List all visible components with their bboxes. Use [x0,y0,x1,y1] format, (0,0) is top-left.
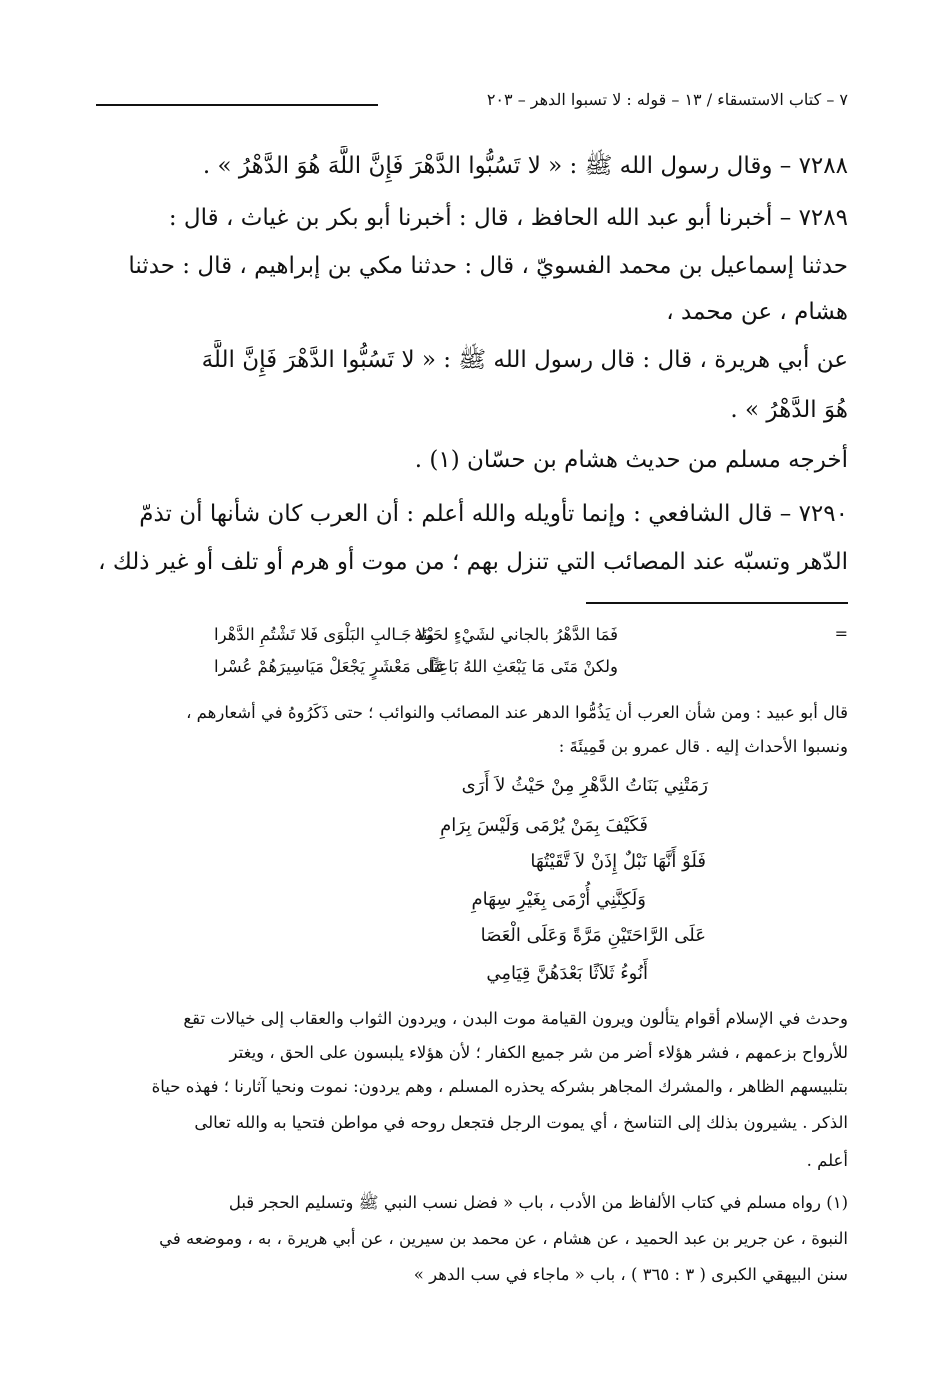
footnote-1-line-1: (١) رواه مسلم في كتاب الألفاظ من الأدب ، باب « فضل نسب النبي ﷺ وتسليم الحجر قبل [228,1193,848,1212]
running-header [96,86,848,114]
poem-line-4: وَلَكِنَّنِي أُرْمَى بِغَيْرِ سِهَامِ [471,889,646,910]
hadith-7289-line-2: حدثنا إسماعيل بن محمد الفسويّ ، قال : حدثنا مكي بن إبراهيم ، قال : حدثنا [128,253,848,279]
closing-line-2: للأرواح بزعمهم ، فشر هؤلاء أضر من شر جميع الكفار ؛ لأن هؤلاء يلبسون على الحق ، ويغتر [229,1043,848,1062]
hadith-7289-line-4: عن أبي هريرة ، قال : قال رسول الله ﷺ : « لا تَسُبُّوا الدَّهْرَ فَإِنَّ اللَّهَ [201,347,848,373]
hadith-7289-line-3: هشام ، عن محمد ، [666,299,848,325]
hadith-7288-line: ٧٢٨٨ – وقال رسول الله ﷺ : « لا تَسُبُّوا الدَّهْرَ فَإِنَّ اللَّهَ هُوَ الدَّهْرُ » . [202,153,848,179]
closing-line-4: الذكر . يشيرون بذلك إلى التناسخ ، أي يموت الرجل فتجعل روحه في مواطن فتحيا به والله تعالى [194,1113,848,1132]
closing-line-3: بتلبيسهم الظاهر ، والمشرك المجاهر بشركه يحذره المسلم ، وهم يردون: نموت ونحيا آثارنا ؛ فهذه حياة [151,1077,848,1096]
verse-2-first-hemistich: ولكنْ مَتَى مَا يَبْعَثِ اللهُ بَاعِثًا [428,657,618,676]
closing-line-1: وحدث في الإسلام أقوام يتألون ويرون القيامة موت البدن ، ويردون الثواب والعقاب إلى خيالات تقع [183,1009,848,1028]
commentary-line-2: ونسبوا الأحداث إليه . قال عمرو بن قَمِيئَةَ : [558,737,848,756]
poem-line-1: رَمَتْنِي بَنَاتُ الدَّهْرِ مِنْ حَيْثُ لاَ أَرَى [461,775,708,796]
poem-line-5: عَلَى الرَّاحَتَيْنِ مَرَّةً وَعَلَى الْعَصَا [480,925,706,946]
closing-line-5: أعلم . [806,1151,848,1170]
verse-2-second-hemistich: عَلَى مَعْشَرٍ يَجْعَلْ مَيَاسِيرَهُمْ عُسْرا [214,657,446,676]
hadith-7289-line-1: ٧٢٨٩ – أخبرنا أبو عبد الله الحافظ ، قال : أخبرنا أبو بكر بن غياث ، قال : [168,205,848,231]
footnote-1-line-2: النبوة ، عن جرير بن عبد الحميد ، عن هشام ، عن محمد بن سيرين ، عن أبي هريرة ، به ، وموضعه في [159,1229,848,1248]
footnote-separator [586,602,848,604]
poem-line-2: فَكَيْفَ بِمَنْ يُرْمَى وَلَيْسَ بِرَامِ [440,815,648,836]
continuation-mark: = [834,624,848,643]
verse-1-second-hemistich: ولا جَـالبِ البَلْوَى فَلا تَشْتُمِ الدَّهْرا [214,625,435,644]
poem-line-3: فَلَوْ أَنَّهَا نَبْلٌ إِذَنْ لاَ تَّقَيْتُهَا [530,851,706,872]
header-rule [96,104,378,106]
commentary-line-1: قال أبو عبيد : ومن شأن العرب أن يَذُمُّوا الدهر عند المصائب والنوائب ؛ حتى ذَكَرُوهُ في أشعارهم ، [186,703,848,722]
verse-1-first-hemistich: فَمَا الدَّهْرُ بالجاني لشَيْءٍ لحَيْنَة [414,625,618,644]
running-title: ٧ – كتاب الاستسقاء / ١٣ – قوله : لا تسبوا الدهر – ٢٠٣ [486,90,848,109]
paragraph-7290-line-2: الدّهر وتسبّه عند المصائب التي تنزل بهم ؛ من موت أو هرم أو تلف أو غير ذلك ، [98,549,848,575]
poem-line-6: أَنُوءُ ثَلاَثًا بَعْدَهُنَّ قِيَامِي [486,963,648,984]
takhrij-line: أخرجه مسلم من حديث هشام بن حسّان (١) . [414,447,848,473]
hadith-7289-line-5: هُوَ الدَّهْرُ » . [730,397,848,423]
paragraph-7290-line-1: ٧٢٩٠ – قال الشافعي : وإنما تأويله والله أعلم : أن العرب كان شأنها أن تذمّ [139,501,848,527]
footnote-1-line-3: سنن البيهقي الكبرى ( ٣ : ٣٦٥ ) ، باب « ماجاء في سب الدهر » [413,1265,848,1284]
